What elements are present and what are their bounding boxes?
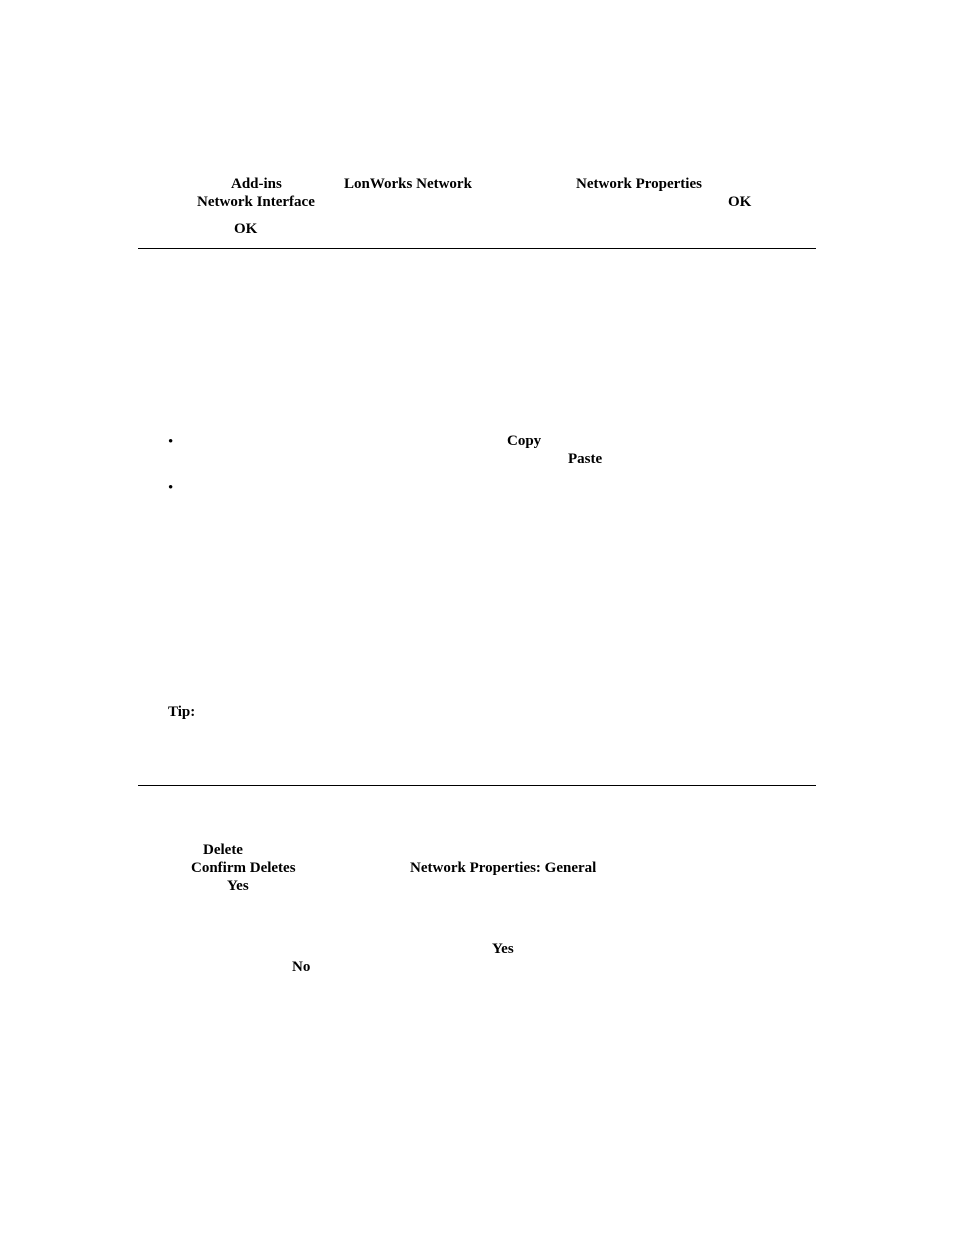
section-divider-1 (138, 248, 816, 249)
section-divider-2 (138, 785, 816, 786)
paste-term: Paste (568, 451, 603, 467)
no-term: No (292, 959, 311, 975)
yes-term-1: Yes (227, 878, 249, 894)
network-interface-term: Network Interface (197, 194, 315, 210)
delete-term: Delete (203, 842, 243, 858)
bullet-1: • (168, 434, 174, 450)
add-ins-term: Add-ins (231, 176, 282, 192)
bullet-2: • (168, 480, 174, 496)
network-properties-term: Network Properties (576, 176, 702, 192)
confirm-deletes-term: Confirm Deletes (191, 860, 296, 876)
ok-term-2: OK (234, 221, 258, 237)
copy-term: Copy (507, 433, 542, 449)
yes-term-2: Yes (492, 941, 514, 957)
network-properties-general-term: Network Properties: General (410, 860, 597, 876)
ok-term-1: OK (728, 194, 752, 210)
lonworks-network-term: LonWorks Network (344, 176, 472, 192)
tip-label: Tip: (168, 704, 196, 720)
